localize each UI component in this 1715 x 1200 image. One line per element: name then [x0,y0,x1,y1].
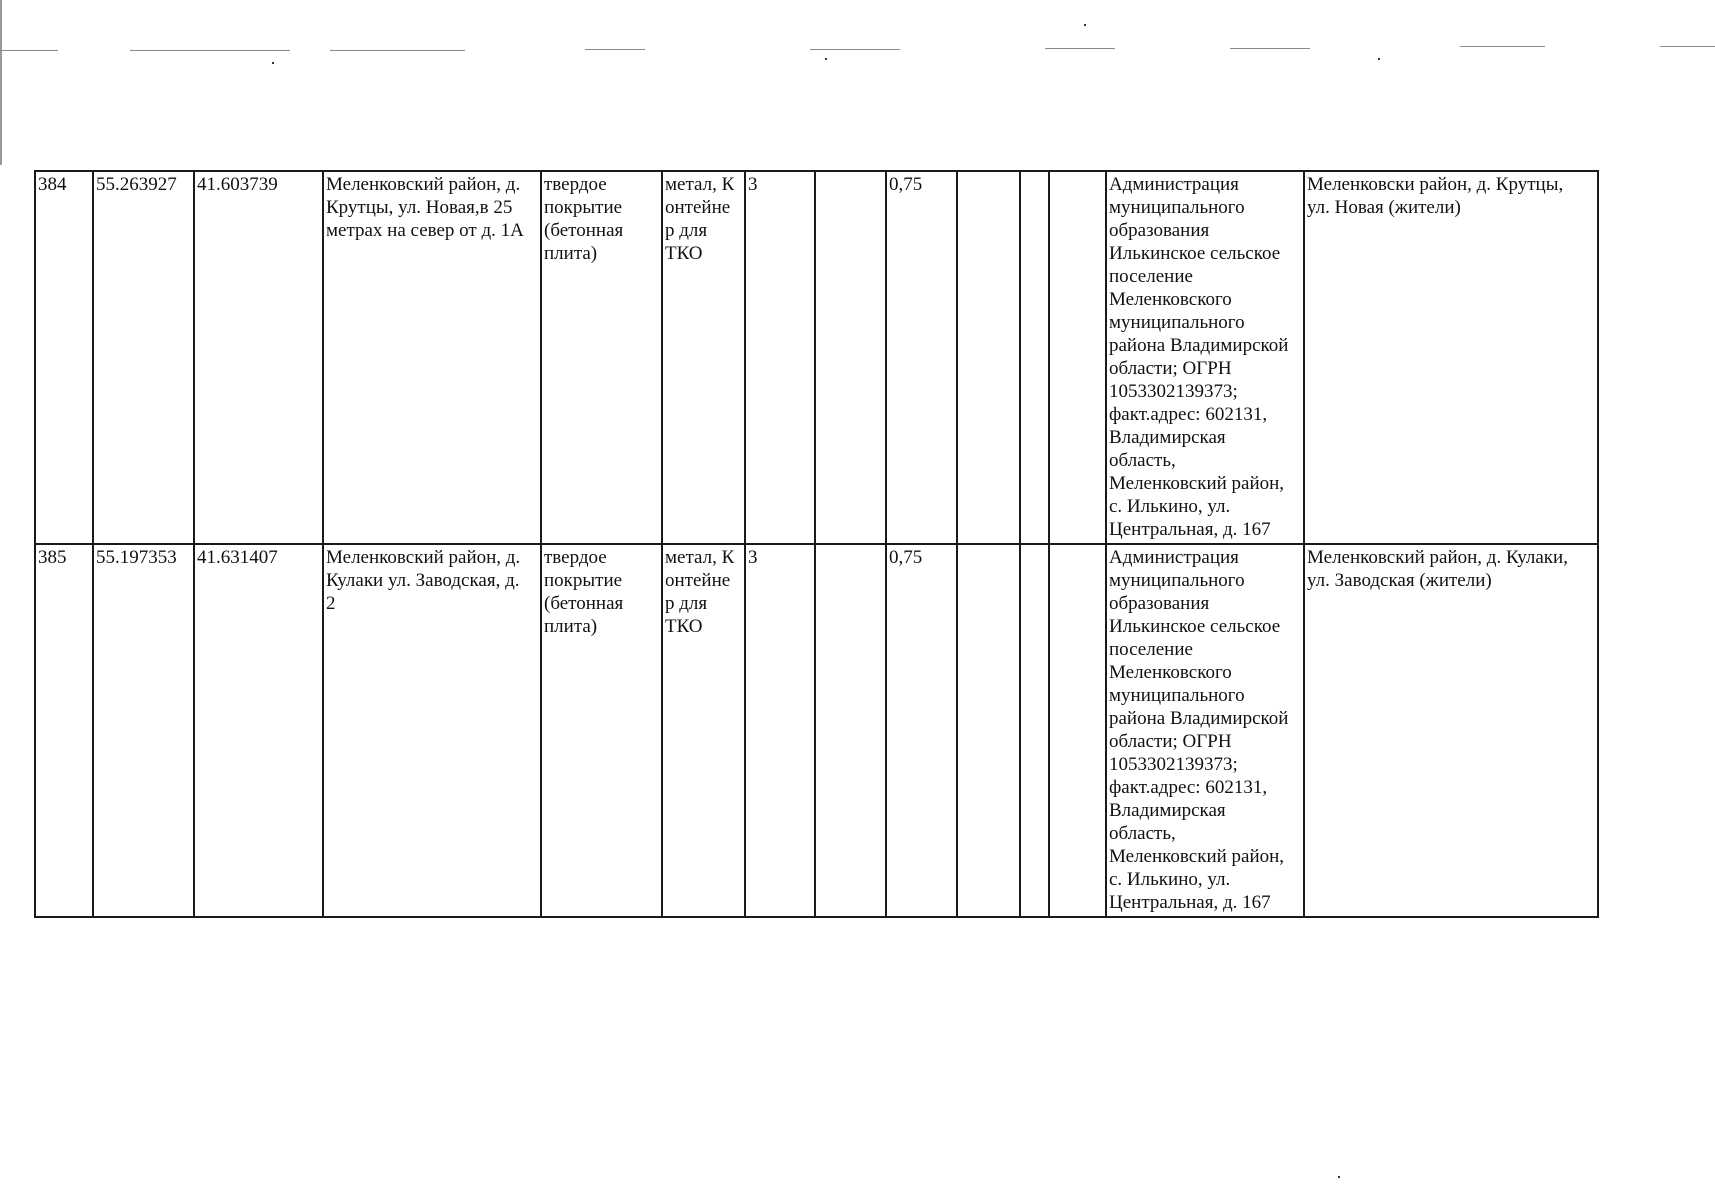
cell-owner: Администрация муниципального образования Илькинское сельское поселение Меленковского муниципального района Владимирской области; ОГРН 1053302139373; факт.адрес: 602131, Владимирская область, Меленковский район, с. Илькино, ул. Центральная, д. 167 [1106,171,1304,544]
scan-edge-artifact [0,0,2,165]
waste-site-registry-table [34,170,1599,918]
cell-number: 385 [35,544,93,917]
cell-longitude: 41.603739 [194,171,323,544]
cell-empty [1049,544,1106,917]
cell-empty [957,171,1020,544]
cell-longitude: 41.631407 [194,544,323,917]
cell-surface: твердое покрытие (бетонная плита) [541,171,662,544]
scan-dot-artifact [825,58,827,60]
cell-container-type: метал, К онтейне р для ТКО [662,171,745,544]
scan-line-artifact [1460,46,1545,47]
cell-volume: 0,75 [886,171,957,544]
scan-dot-artifact [1338,1176,1340,1178]
cell-empty [815,171,886,544]
cell-empty [1020,544,1049,917]
scan-line-artifact [1230,48,1310,49]
table-row [35,171,1598,544]
scan-line-artifact [810,49,900,50]
cell-source: Меленковский район, д. Кулаки, ул. Заводская (жители) [1304,544,1598,917]
cell-number: 384 [35,171,93,544]
scan-line-artifact [1660,46,1715,47]
scan-dot-artifact [1084,24,1086,26]
cell-location: Меленковский район, д. Крутцы, ул. Новая,в 25 метрах на север от д. 1А [323,171,541,544]
cell-surface: твердое покрытие (бетонная плита) [541,544,662,917]
cell-volume: 0,75 [886,544,957,917]
scan-dot-artifact [1378,58,1380,60]
table-row [35,544,1598,917]
cell-source: Меленковски район, д. Крутцы, ул. Новая (жители) [1304,171,1598,544]
cell-empty [957,544,1020,917]
cell-container-type: метал, К онтейне р для ТКО [662,544,745,917]
cell-owner: Администрация муниципального образования Илькинское сельское поселение Меленковского муниципального района Владимирской области; ОГРН 1053302139373; факт.адрес: 602131, Владимирская область, Меленковский район, с. Илькино, ул. Центральная, д. 167 [1106,544,1304,917]
scan-line-artifact [585,49,645,50]
cell-container-count: 3 [745,544,815,917]
cell-latitude: 55.263927 [93,171,194,544]
cell-location: Меленковский район, д. Кулаки ул. Заводская, д. 2 [323,544,541,917]
cell-empty [1049,171,1106,544]
scan-line-artifact [130,50,290,51]
cell-latitude: 55.197353 [93,544,194,917]
scan-line-artifact [0,50,58,51]
cell-container-count: 3 [745,171,815,544]
scan-line-artifact [1045,48,1115,49]
scan-dot-artifact [272,62,274,64]
cell-empty [1020,171,1049,544]
scan-line-artifact [330,50,465,51]
cell-empty [815,544,886,917]
